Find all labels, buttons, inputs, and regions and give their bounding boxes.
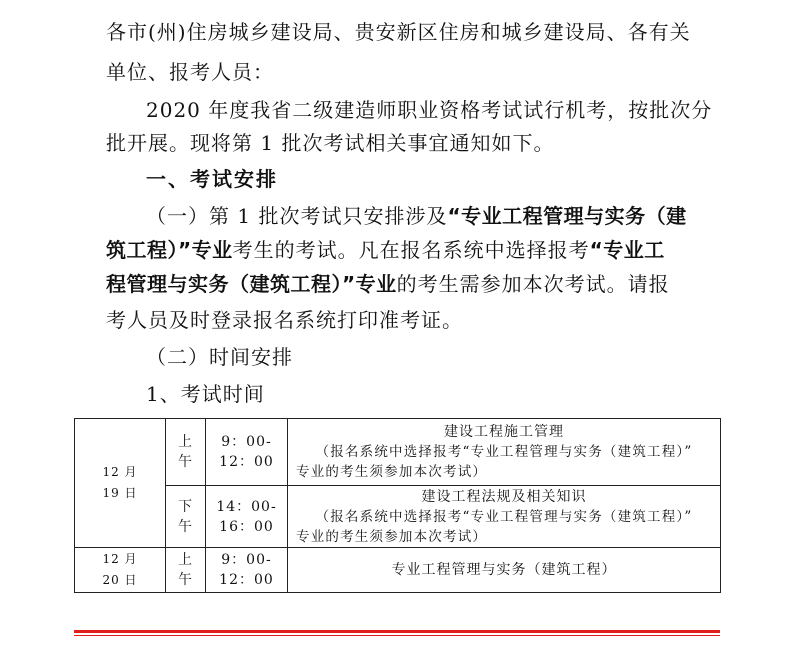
period-char-1: 上 [178, 434, 193, 450]
item-1-tail: 的考生需参加本次考试。请报 [396, 272, 670, 296]
item-1-bold-specialty-3: “专业工 [589, 238, 665, 262]
time-cell [206, 419, 288, 486]
item-1-bold-specialty-4: 程管理与实务（建筑工程）”专业 [106, 272, 397, 296]
date-cell-day-1 [75, 419, 166, 548]
date-month: 12 月 [102, 552, 138, 566]
table-row [75, 486, 721, 548]
intro-line-2: 批开展。现将第 1 批次考试相关事宜通知如下。 [106, 131, 555, 155]
date-cell-day-2 [75, 548, 166, 593]
subject-title: 建设工程施工管理 [444, 424, 564, 440]
subject-cell [288, 548, 721, 593]
addressee-line-2: 单位、报考人员： [106, 60, 274, 84]
addressee-line-1: 各市(州)住房城乡建设局、贵安新区住房和城乡建设局、各有关 [106, 20, 691, 44]
item-1-line-2 [106, 234, 665, 266]
time-end: 12：00 [219, 454, 274, 470]
time-cell [206, 548, 288, 593]
time-cell [206, 486, 288, 548]
table-row [75, 419, 721, 486]
intro-line-1: 2020 年度我省二级建造师职业资格考试试行机考，按批次分 [146, 98, 713, 122]
item-1-line-1 [146, 200, 687, 232]
time-start: 14：00- [216, 498, 277, 515]
table-row [75, 548, 721, 593]
subject-note-line-1: （报名系统中选择报考“专业工程管理与实务（建筑工程）” [315, 508, 693, 525]
item-2-time-arrangement: （二）时间安排 [146, 345, 293, 369]
subject-note-line-2: 专业的考生须参加本次考试） [296, 464, 488, 480]
period-cell [166, 548, 206, 593]
section-heading-exam-arrangement: 一、考试安排 [146, 167, 278, 191]
time-start: 9：00- [221, 434, 272, 450]
item-1-line-3 [106, 268, 670, 300]
subject-cell [288, 486, 721, 548]
item-1-line-4: 考人员及时登录报名系统打印准考证。 [106, 308, 463, 332]
period-cell [166, 419, 206, 486]
subject-note-line-2: 专业的考生须参加本次考试） [296, 528, 488, 545]
subject-note-line-1: （报名系统中选择报考“专业工程管理与实务（建筑工程）” [315, 444, 693, 460]
exam-schedule-table [74, 418, 721, 593]
time-end: 12：00 [219, 572, 274, 588]
subject-title: 建设工程法规及相关知识 [421, 488, 587, 505]
red-divider-thick [74, 630, 720, 633]
period-char-1: 下 [178, 498, 193, 515]
time-end: 16：00 [219, 518, 274, 535]
date-day: 19 日 [102, 486, 138, 500]
item-1-mid: 考生的考试。凡在报名系统中选择报考 [232, 238, 590, 262]
period-char-1: 上 [178, 552, 193, 568]
period-cell [166, 486, 206, 548]
subject-cell [288, 419, 721, 486]
red-divider-thin [74, 635, 720, 636]
period-char-2: 午 [178, 518, 193, 535]
item-1-prefix: （一）第 1 批次考试只安排涉及 [146, 204, 448, 228]
date-day: 20 日 [102, 573, 138, 587]
date-month: 12 月 [102, 465, 138, 479]
item-1-bold-specialty-2: 筑工程）”专业 [106, 238, 233, 262]
period-char-2: 午 [178, 454, 193, 470]
item-2-sub-exam-time: 1、考试时间 [146, 382, 265, 406]
period-char-2: 午 [178, 572, 193, 588]
item-1-bold-specialty-1: “专业工程管理与实务（建 [447, 204, 687, 228]
subject-title: 专业工程管理与实务（建筑工程） [391, 562, 617, 578]
time-start: 9：00- [221, 552, 272, 568]
